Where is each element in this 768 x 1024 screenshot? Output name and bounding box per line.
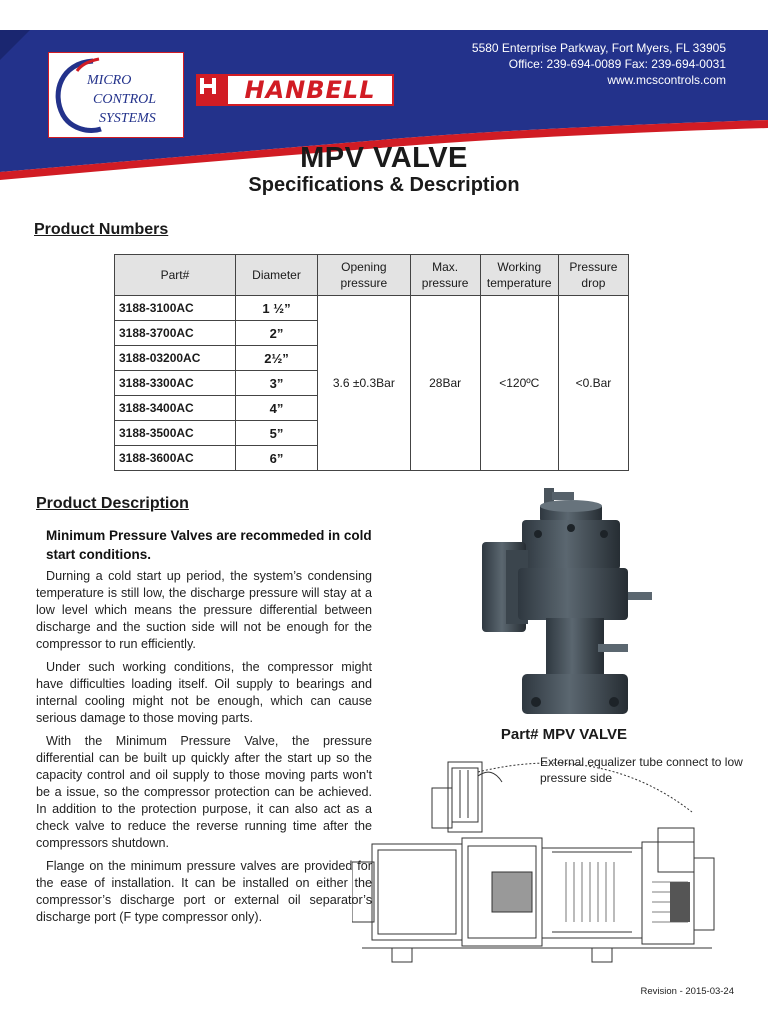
product-description-heading: Product Description [36,495,189,512]
working-temperature-value: <120ºC [480,296,558,471]
opening-pressure-value: 3.6 ±0.3Bar [318,296,410,471]
part-number: 3188-3700AC [115,321,236,346]
part-number: 3188-3100AC [115,296,236,321]
col-working-temperature: Working temperature [480,255,558,296]
col-pressure-drop: Pressure drop [558,255,628,296]
col-diameter: Diameter [235,255,317,296]
product-numbers-table [114,254,629,471]
part-number: 3188-3500AC [115,421,236,446]
part-number: 3188-03200AC [115,346,236,371]
diameter: 4” [235,396,317,421]
description-paragraph: Flange on the minimum pressure valves are provided for the ease of installation. It can be installed on either the compressor’s discharge port or external oil separator’s discharge port (F type compressor only). [36,859,372,924]
mcs-logo-line-1: MICRO [87,73,132,88]
table-row [115,296,629,321]
part-number: 3188-3400AC [115,396,236,421]
compressor-cross-section-drawing [352,752,742,974]
description-paragraph: Under such working conditions, the compressor might have difficulties loading itself. Oil supply to bearings and internal cooling might not be enough, which can cause serious damage to those moving parts. [36,660,372,725]
part-number: 3188-3600AC [115,446,236,471]
svg-text:CONTROL [93,92,156,107]
page-title: MPV VALVE [300,142,468,174]
mcs-logo-line-3: SYSTEMS [99,111,156,126]
equalizer-note: External equalizer tube connect to low pressure side [540,755,743,785]
col-part: Part# [115,255,236,296]
part-number: 3188-3300AC [115,371,236,396]
max-pressure-value: 28Bar [410,296,480,471]
mpv-valve-photo [478,484,658,720]
website-link[interactable]: www.mcscontrols.com [607,73,726,87]
col-max-pressure: Max. pressure [410,255,480,296]
hanbell-logo [196,74,394,106]
product-numbers-heading: Product Numbers [34,221,169,238]
pressure-drop-value: <0.Bar [558,296,628,471]
description-paragraph: Durning a cold start up period, the system’s condensing temperature is still low, the discharge pressure will stay at a low level which means the pressure differential between discharge and the suction side will not be enough for the compressor to run efficiently. [36,569,372,651]
page-subtitle: Specifications & Description [248,174,520,196]
description-text [36,526,372,932]
contact-block [472,40,726,88]
diameter: 3” [235,371,317,396]
photo-caption: Part# MPV VALVE [500,726,628,743]
svg-text:SYSTEMS [99,111,156,126]
diameter: 5” [235,421,317,446]
phone-fax: Office: 239-694-0089 Fax: 239-694-0031 [508,57,726,71]
diameter: 1 ½” [235,296,317,321]
mcs-logo-line-2: CONTROL [93,92,157,107]
diameter: 2” [235,321,317,346]
diameter: 6” [235,446,317,471]
col-opening-pressure: Opening pressure [318,255,410,296]
mcs-logo [48,52,184,138]
diameter: 2½” [235,346,317,371]
svg-text:MICRO [86,73,131,88]
table-header-row [115,255,629,296]
hanbell-mark-icon [198,76,228,104]
hanbell-wordmark: HANBELL [244,76,376,104]
description-lead: Minimum Pressure Valves are recommeded in cold start conditions. [46,528,372,562]
description-paragraph: With the Minimum Pressure Valve, the pressure differential can be built up quickly after the start up so the capacity control and oil supply to those moving parts won't be a issue, so the compressor protection can be achieved. In addition to the protection purpose, it can also act as a check valve to reduce the reverse running time after the compressors shutdown. [36,734,372,850]
revision-date: Revision - 2015-03-24 [640,986,734,997]
address: 5580 Enterprise Parkway, Fort Myers, FL 33905 [471,41,726,55]
